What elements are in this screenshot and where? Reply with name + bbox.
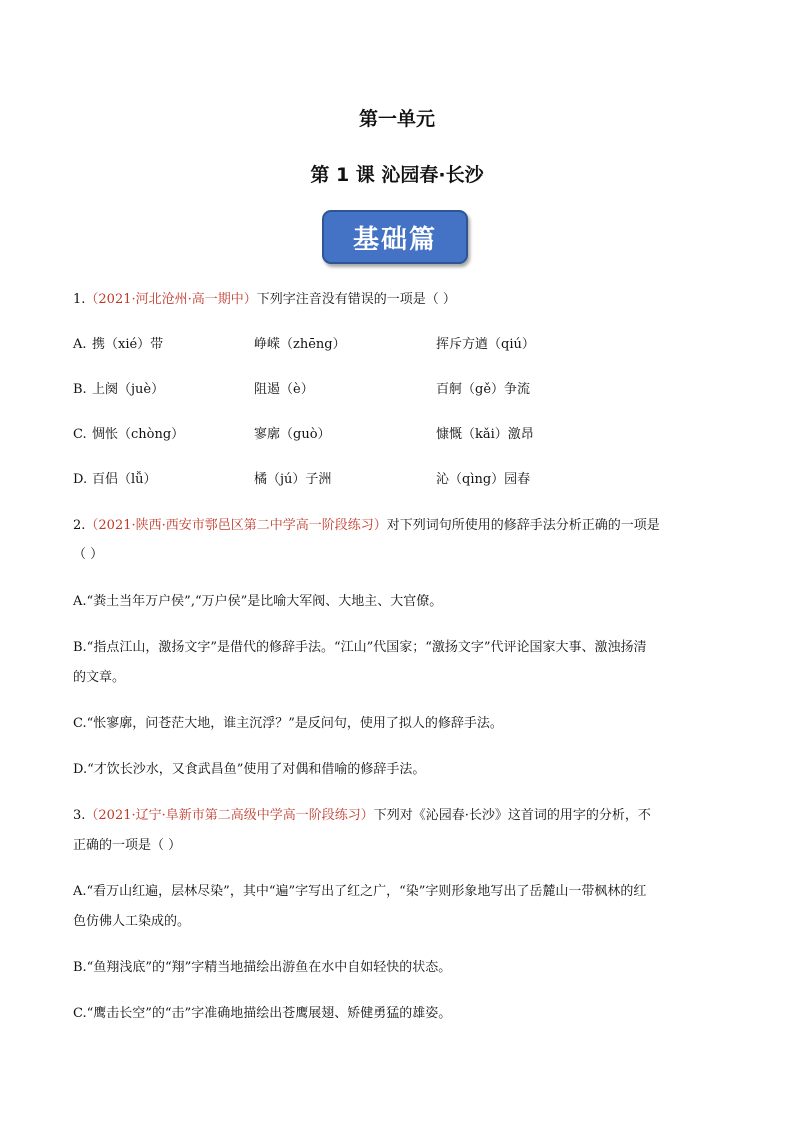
question-text: 对下列词句所使用的修辞手法分析正确的一项是 [386,518,660,533]
option-item: 峥嵘（zhēng） [254,337,346,352]
option-d: D.“才饮长沙水，又食武昌鱼”使用了对偶和借喻的修辞手法。 [73,762,426,777]
question-source: （2021·辽宁·阜新市第二高级中学高一阶段练习） [85,808,374,823]
option-item: 沁（qìng）园春 [436,472,531,487]
option-item: 橘（jú）子洲 [254,472,332,487]
option-label: D. [73,472,88,487]
option-item: 挥斥方遒（qiú） [436,337,535,352]
option-label: A. [73,337,87,352]
question-2-blank: （ ） [73,547,104,562]
question-number: 1. [73,292,86,307]
option-item: 百侣（lǚ） [92,472,157,487]
option-b-cont: 的文章。 [73,670,126,685]
option-c: C.“怅寥廓，问苍茫大地，谁主沉浮？”是反问句，使用了拟人的修辞手法。 [73,716,503,731]
option-item: 慷慨（kǎi）激昂 [436,427,534,442]
question-3-stem-cont: 正确的一项是（ ） [73,838,182,853]
option-a-cont: 色仿佛人工染成的。 [73,914,191,929]
option-item: 惆怅（chòng） [92,427,185,442]
option-item: 上阕（juè） [92,382,165,397]
question-number: 2. [73,518,86,533]
option-item: 阻遏（è） [254,382,314,397]
option-label: C. [73,427,87,442]
option-a: A.“粪土当年万户侯”,“万户侯”是比喻大军阀、大地主、大官僚。 [73,594,443,609]
level-badge: 基础篇 [322,210,468,264]
question-1-stem [73,292,456,308]
option-a: A.“看万山红遍，层林尽染”，其中“遍”字写出了红之广，“染”字则形象地写出了岳麓山一带枫林的红 [73,884,647,899]
question-text: 下列字注音没有错误的一项是（ ） [256,292,456,307]
lesson-title: 第 1 课 沁园春·长沙 [310,164,484,186]
option-item: 携（xié）带 [92,337,164,352]
option-label: B. [73,382,87,397]
option-b: B.“鱼翔浅底”的“翔”字精当地描绘出游鱼在水中自如轻快的状态。 [73,960,452,975]
option-c: C.“鹰击长空”的“击”字准确地描绘出苍鹰展翅、矫健勇猛的雄姿。 [73,1006,452,1021]
unit-title: 第一单元 [358,108,435,130]
question-2-stem [73,518,660,534]
question-3-stem [73,808,651,824]
option-item: 寥廓（guò） [254,427,331,442]
question-source: （2021·陕西·西安市鄠邑区第二中学高一阶段练习） [85,518,387,533]
option-b: B.“指点江山，激扬文字”是借代的修辞手法。“江山”代国家；“激扬文字”代评论国家大事、激浊扬清 [73,640,647,655]
question-number: 3. [73,808,86,823]
option-item: 百舸（gě）争流 [436,382,531,397]
question-text: 下列对《沁园春·长沙》这首词的用字的分析，不 [373,808,651,823]
question-source: （2021·河北沧州·高一期中） [85,292,257,307]
